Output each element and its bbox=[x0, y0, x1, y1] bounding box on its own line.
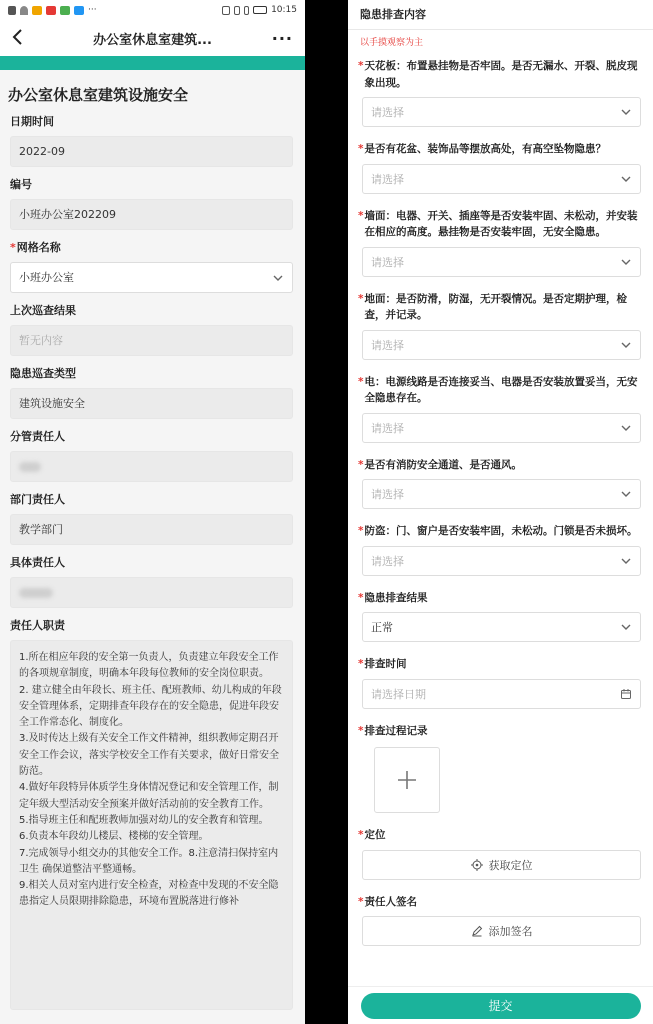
section-title: 隐患排查内容 bbox=[360, 8, 426, 21]
chevron-down-icon bbox=[620, 422, 632, 434]
result-label bbox=[358, 590, 641, 607]
bluetooth-icon bbox=[244, 6, 249, 15]
more-dots-icon: ··· bbox=[88, 5, 97, 15]
select-placeholder: 请选择 bbox=[371, 554, 404, 568]
add-signature-button[interactable] bbox=[362, 916, 641, 946]
question-label bbox=[358, 291, 641, 324]
question-select[interactable] bbox=[362, 479, 641, 509]
duty-line: 9.相关人员对室内进行安全检查，对检查中发现的不安全隐患指定人员限期排除隐患，环境布置脱落进行修补 bbox=[19, 880, 279, 908]
battery-icon bbox=[253, 6, 267, 14]
app-notify-icon-4 bbox=[74, 6, 84, 15]
question-text: 防盗：门、窗户是否安装牢固，未松动。门锁是否未损坏。 bbox=[364, 525, 638, 537]
manager-value-redacted bbox=[10, 451, 293, 482]
number-value: 小班办公室202209 bbox=[10, 199, 293, 230]
left-screen bbox=[0, 0, 305, 1024]
location-label-text: 定位 bbox=[364, 829, 386, 841]
app-notify-icon-2 bbox=[46, 6, 56, 15]
duty-line: 6.负责本年段幼儿楼层、楼梯的安全管理。 bbox=[19, 831, 209, 843]
question-select[interactable] bbox=[362, 164, 641, 194]
chevron-down-icon bbox=[620, 256, 632, 268]
question-text: 电：电源线路是否连接妥当、电器是否安装放置妥当，无安全隐患存在。 bbox=[364, 375, 638, 404]
required-mark: * bbox=[358, 724, 364, 737]
required-mark: * bbox=[358, 292, 364, 305]
type-value: 建筑设施安全 bbox=[10, 388, 293, 419]
field-result bbox=[348, 590, 653, 643]
back-icon[interactable] bbox=[12, 26, 36, 50]
get-location-button[interactable] bbox=[362, 850, 641, 880]
chevron-down-icon bbox=[620, 555, 632, 567]
app-notify-icon bbox=[32, 6, 42, 15]
select-placeholder: 请选择 bbox=[371, 172, 404, 186]
clock: 10:15 bbox=[271, 5, 297, 15]
upload-button[interactable] bbox=[374, 747, 440, 813]
question-label bbox=[358, 457, 641, 474]
status-icons-right bbox=[222, 5, 297, 15]
sign-label-text: 责任人签名 bbox=[364, 895, 417, 908]
nfc-icon bbox=[222, 6, 230, 15]
field-number bbox=[0, 178, 305, 230]
manager-label: 分管责任人 bbox=[10, 430, 65, 443]
question-label bbox=[358, 58, 641, 91]
pen-icon bbox=[471, 925, 483, 937]
result-select[interactable] bbox=[362, 612, 641, 642]
field-duty bbox=[0, 619, 305, 1010]
field-location bbox=[348, 827, 653, 880]
question-text: 地面：是否防滑，防湿，无开裂情况。是否定期护理，检查，并记录。 bbox=[364, 292, 627, 321]
bottom-bar bbox=[348, 986, 653, 1024]
grid-value: 小班办公室 bbox=[19, 271, 74, 284]
person-value-redacted bbox=[10, 577, 293, 608]
required-mark: * bbox=[358, 209, 364, 222]
question-text: 天花板：布置悬挂物是否牢固。是否无漏水、开裂、脱皮现象出现。 bbox=[364, 60, 638, 89]
date-value: 2022-09 bbox=[10, 136, 293, 167]
select-placeholder: 请选择 bbox=[371, 421, 404, 435]
required-mark: * bbox=[358, 143, 364, 155]
result-label-text: 隐患排查结果 bbox=[364, 591, 428, 604]
question-select[interactable] bbox=[362, 97, 641, 127]
field-type bbox=[0, 367, 305, 419]
form-title: 办公室休息室建筑设施安全 bbox=[8, 86, 189, 104]
field-record bbox=[348, 723, 653, 814]
result-value: 正常 bbox=[371, 621, 393, 634]
question-field bbox=[348, 208, 653, 277]
location-label bbox=[358, 827, 641, 844]
question-field bbox=[348, 374, 653, 443]
grid-select[interactable] bbox=[10, 262, 293, 293]
submit-button[interactable]: 提交 bbox=[361, 993, 641, 1019]
wifi-icon bbox=[20, 6, 28, 15]
hint-text: 以手摸观察为主 bbox=[348, 29, 653, 48]
select-placeholder: 请选择 bbox=[371, 106, 404, 119]
chevron-down-icon bbox=[620, 106, 632, 118]
add-signature-label: 添加签名 bbox=[488, 925, 533, 938]
question-label bbox=[358, 523, 641, 540]
chevron-down-icon bbox=[620, 339, 632, 351]
last-result-value: 暂无内容 bbox=[10, 325, 293, 356]
duty-label: 责任人职责 bbox=[10, 619, 65, 632]
duty-text bbox=[10, 640, 293, 1010]
grid-label bbox=[10, 241, 293, 255]
required-mark: * bbox=[358, 895, 364, 908]
duty-line: 1.所在相应年段的安全第一负责人，负责建立年段安全工作的各项规章制度，明确本年段每位教师的安全岗位职责。 bbox=[19, 652, 279, 680]
question-field bbox=[348, 58, 653, 127]
field-grid bbox=[0, 241, 305, 293]
grid-label-text: 网格名称 bbox=[16, 241, 61, 254]
chevron-down-icon bbox=[620, 173, 632, 185]
question-field bbox=[348, 523, 653, 576]
select-placeholder: 请选择 bbox=[371, 255, 404, 269]
question-list bbox=[348, 58, 653, 576]
field-person bbox=[0, 556, 305, 608]
field-dept bbox=[0, 493, 305, 545]
question-select[interactable] bbox=[362, 546, 641, 576]
person-label: 具体责任人 bbox=[10, 556, 65, 569]
date-picker[interactable] bbox=[362, 679, 641, 709]
field-manager bbox=[0, 430, 305, 482]
question-select[interactable] bbox=[362, 330, 641, 360]
duty-line: 7.完成领导小组交办的其他安全工作。8.注意清扫保持室内卫生 确保道整洁平整通畅。 bbox=[19, 847, 279, 875]
required-mark: * bbox=[358, 829, 364, 841]
time-label bbox=[358, 656, 641, 673]
app-notify-icon-3 bbox=[60, 6, 70, 15]
field-time bbox=[348, 656, 653, 709]
time-label-text: 排查时间 bbox=[364, 658, 407, 670]
select-placeholder: 请选择 bbox=[371, 488, 404, 501]
more-options-button[interactable]: ··· bbox=[271, 28, 293, 48]
question-text: 是否有消防安全通道、是否通风。 bbox=[364, 458, 522, 471]
required-mark: * bbox=[358, 60, 364, 72]
plus-icon bbox=[396, 769, 418, 791]
select-placeholder: 请选择 bbox=[371, 338, 404, 352]
dept-label: 部门责任人 bbox=[10, 493, 65, 506]
status-icons-left bbox=[8, 5, 97, 15]
record-label-text: 排查过程记录 bbox=[364, 724, 428, 737]
duty-line: 3.及时传达上级有关安全工作文件精神，组织教师定期召开安全工作会议，落实学校安全工作有关要求，做好日常安全防范。 bbox=[19, 733, 279, 778]
question-select[interactable] bbox=[362, 413, 641, 443]
chevron-down-icon bbox=[620, 621, 632, 633]
accent-bar bbox=[0, 56, 305, 70]
question-text: 是否有花盆、装饰品等摆放高处，有高空坠物隐患？ bbox=[364, 143, 606, 155]
question-field bbox=[348, 457, 653, 510]
vibrate-icon bbox=[234, 6, 240, 15]
status-bar bbox=[0, 0, 305, 20]
duty-line: 2. 建立健全由年段长、班主任、配班教师、幼儿构成的年段安全管理体系，定期排查年段存在的安全隐患，促进年段安全工作常态化、制度化。 bbox=[19, 684, 282, 729]
required-mark: * bbox=[358, 658, 364, 670]
last-result-label: 上次巡查结果 bbox=[10, 304, 76, 317]
required-mark: * bbox=[10, 241, 16, 254]
question-text: 墙面：电器、开关、插座等是否安装牢固、未松动，并安装在相应的高度。悬挂物是否安装牢固，无安全隐患。 bbox=[364, 209, 638, 238]
required-mark: * bbox=[358, 591, 364, 604]
nav-bar bbox=[0, 20, 305, 56]
duty-line: 4.做好年段特异体质学生身体情况登记和安全管理工作，制定年级大型活动安全预案并做好活动前的安全教育工作。 bbox=[19, 782, 279, 810]
required-mark: * bbox=[358, 375, 364, 388]
dept-value: 教学部门 bbox=[10, 514, 293, 545]
sign-label bbox=[358, 894, 641, 911]
nav-title: 办公室休息室建筑... bbox=[93, 32, 212, 48]
chevron-down-icon bbox=[620, 488, 632, 500]
chevron-down-icon bbox=[272, 272, 284, 284]
question-field bbox=[348, 291, 653, 360]
number-label: 编号 bbox=[10, 178, 32, 191]
field-date bbox=[0, 115, 305, 167]
question-label bbox=[358, 208, 641, 241]
type-label: 隐患巡查类型 bbox=[10, 367, 76, 380]
record-label bbox=[358, 723, 641, 740]
get-location-label: 获取定位 bbox=[488, 858, 533, 872]
required-mark: * bbox=[358, 458, 364, 471]
right-screen bbox=[348, 0, 653, 1024]
calendar-icon bbox=[620, 688, 632, 700]
duty-line: 5.指导班主任和配班教师加强对幼儿的安全教育和管理。 bbox=[19, 814, 269, 826]
field-last-result bbox=[0, 304, 305, 356]
locate-icon bbox=[471, 859, 483, 871]
question-field bbox=[348, 141, 653, 194]
field-sign bbox=[348, 894, 653, 947]
question-label bbox=[358, 374, 641, 407]
date-label: 日期时间 bbox=[10, 115, 54, 128]
question-select[interactable] bbox=[362, 247, 641, 277]
required-mark: * bbox=[358, 525, 364, 537]
question-label bbox=[358, 141, 641, 158]
date-placeholder: 请选择日期 bbox=[371, 687, 426, 701]
signal-icon bbox=[8, 6, 16, 15]
